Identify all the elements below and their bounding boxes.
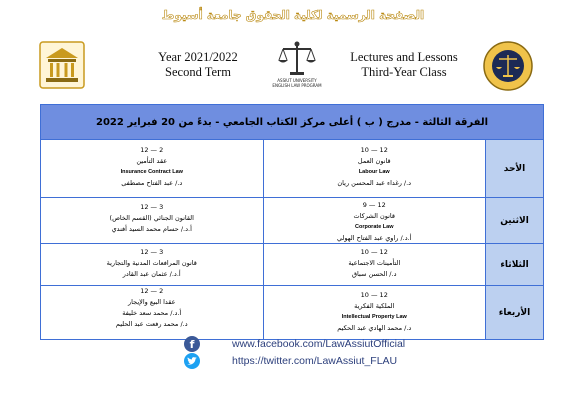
- course-name: الملكية الفكرية: [354, 302, 395, 310]
- lecturer-name: أ.د./ محمد سعد خليفة: [122, 309, 182, 317]
- course-name: قانون العمل: [357, 157, 391, 165]
- facebook-icon: f: [184, 336, 200, 352]
- lecture-time: 10 — 12: [360, 248, 388, 256]
- course-name: عقدا البيع والإيجار: [128, 298, 176, 306]
- term: Second Term: [165, 65, 231, 79]
- schedule-cell: [41, 244, 263, 285]
- facebook-link-row[interactable]: [184, 336, 406, 352]
- lecture-time: 12 — 3: [140, 248, 164, 256]
- schedule-row-sunday: [41, 140, 543, 198]
- course-name: قانون المرافعات المدنية والتجارية: [106, 259, 197, 267]
- schedule-cell: [41, 198, 263, 243]
- lecturer-name: أ.د./ عثمان عبد القادر: [122, 270, 181, 278]
- faculty-logo: [38, 40, 86, 90]
- academic-year: Year 2021/2022: [158, 50, 238, 64]
- schedule-table: [40, 104, 544, 340]
- lecturer-name: د./ محمد رفعت عبد الحليم: [115, 320, 188, 328]
- course-name-en: Labour Law: [358, 169, 390, 175]
- lecture-time: 9 — 12: [362, 201, 386, 209]
- course-name: التأمينات الاجتماعية: [348, 259, 401, 267]
- twitter-link-row[interactable]: [184, 353, 398, 369]
- lecturer-name: د./ محمد الهادي عبد الحكيم: [337, 324, 412, 332]
- twitter-url[interactable]: https://twitter.com/LawAssiut_FLAU: [232, 355, 398, 367]
- twitter-icon: [184, 353, 200, 369]
- schedule-cell: [41, 140, 263, 197]
- lecture-time: 12 — 2: [140, 146, 164, 154]
- day-label: الأحد: [485, 140, 543, 197]
- course-name-en: Intellectual Property Law: [341, 314, 407, 320]
- course-name: القانون الجنائي (القسم الخاص): [109, 214, 194, 222]
- facebook-url[interactable]: www.facebook.com/LawAssiutOfficial: [232, 338, 406, 350]
- course-name: قانون الشركات: [353, 212, 395, 220]
- schedule-row-tuesday: [41, 244, 543, 286]
- day-label: الأربعاء: [485, 286, 543, 339]
- lecture-time: 10 — 12: [360, 146, 388, 154]
- lectures-label: Lectures and Lessons: [350, 50, 458, 64]
- law-faculty-seal: [482, 40, 534, 92]
- schedule-cell: [263, 198, 486, 243]
- lecturer-name: د./ عبد الفتاح مصطفى: [121, 179, 183, 187]
- lecturer-name: د./ رغداء عبد المحسن ريان: [337, 179, 412, 187]
- course-name-en: Corporate Law: [354, 224, 394, 230]
- schedule-cell: [263, 244, 486, 285]
- class-label: Third-Year Class: [361, 65, 447, 79]
- day-label: الاثنين: [485, 198, 543, 243]
- schedule-cell: [263, 286, 486, 339]
- page-banner-title: الصفحة الرسمية لكلية الحقوق جامعة أسيوط: [161, 8, 425, 22]
- lecture-time: 12 — 2: [140, 287, 164, 295]
- schedule-row-wednesday: [41, 286, 543, 339]
- course-name-en: Insurance Contract Law: [120, 169, 183, 175]
- lecture-time: 10 — 12: [360, 291, 388, 299]
- lecture-time: 12 — 3: [140, 203, 164, 211]
- day-label: الثلاثاء: [485, 244, 543, 285]
- logo-caption-university: ASSIUT UNIVERSITY: [277, 78, 317, 83]
- english-law-program-logo: [270, 40, 324, 96]
- schedule-cell: [263, 140, 486, 197]
- academic-year-heading: [140, 50, 256, 80]
- lecturer-name: د./ الحسن سباق: [352, 270, 397, 278]
- logo-caption-program: ENGLISH LAW PROGRAM: [272, 83, 322, 88]
- schedule-title: الفرقة الثالثة - مدرج ( ب ) أعلى مركز الكتاب الجامعي - بدءً من 20 فبراير 2022: [41, 105, 543, 140]
- class-heading: [338, 50, 470, 80]
- lecturer-name: أ.د./ حسام محمد السيد أفندي: [111, 225, 192, 233]
- course-name: عقد التأمين: [136, 157, 168, 165]
- schedule-cell: [41, 286, 263, 339]
- schedule-row-monday: [41, 198, 543, 244]
- lecturer-name: أ.د./ راوي عبد الفتاح الهولي: [337, 234, 412, 242]
